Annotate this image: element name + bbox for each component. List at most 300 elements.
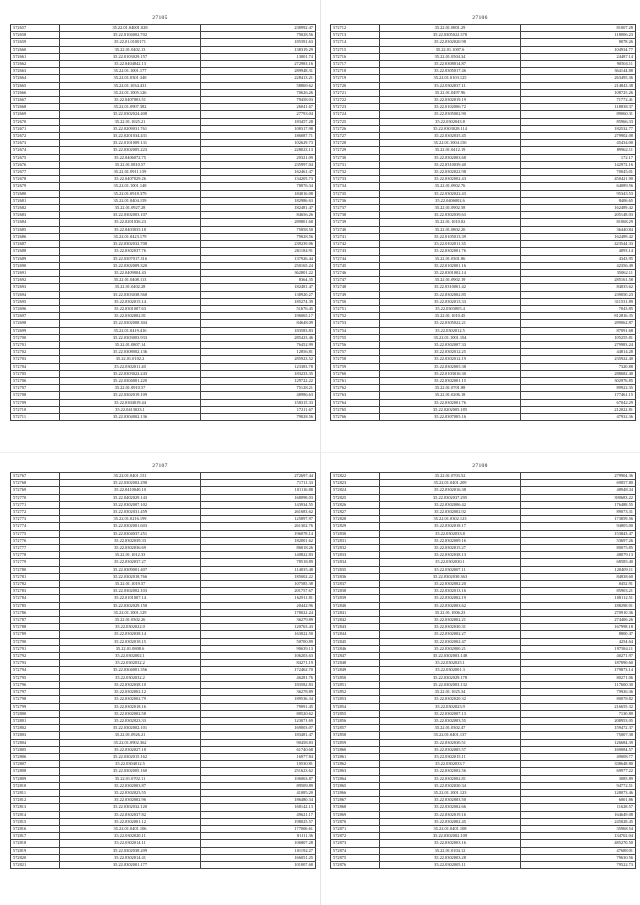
row-id-cell: 572665 xyxy=(11,82,60,89)
row-id-cell: 572729 xyxy=(331,147,380,154)
panel-title: 27108 xyxy=(472,463,488,469)
row-id-cell: 572667 xyxy=(11,97,60,104)
table-row xyxy=(11,761,316,768)
code-cell: 35.22.01.0408.113 xyxy=(60,277,201,284)
amount-cell: 45434.00 xyxy=(521,140,636,147)
code-cell: 35.22.0302002.43 xyxy=(380,176,521,183)
amount-cell: 47932.36 xyxy=(521,413,636,420)
row-id-cell: 572716 xyxy=(331,53,380,60)
row-id-cell: 572873 xyxy=(331,840,380,847)
code-cell: 35.22.0304012.5 xyxy=(60,761,201,768)
row-id-cell: 572860 xyxy=(331,746,380,753)
row-id-cell: 572875 xyxy=(331,854,380,861)
amount-cell: 36279.89 xyxy=(201,617,316,624)
table-row xyxy=(331,703,636,710)
row-id-cell: 572814 xyxy=(11,811,60,818)
table-row xyxy=(11,32,316,39)
amount-cell: 95343.53 xyxy=(521,190,636,197)
code-cell: 35.22.01.0807.14 xyxy=(60,341,201,348)
table-row xyxy=(11,861,316,868)
table-row xyxy=(11,241,316,248)
amount-cell: 134702.04 xyxy=(521,833,636,840)
table-row xyxy=(331,854,636,861)
row-id-cell: 572825 xyxy=(331,494,380,501)
table-row xyxy=(331,190,636,197)
code-cell: 35.22.0302003.55 xyxy=(380,717,521,724)
amount-cell: 53697.26 xyxy=(521,537,636,544)
code-cell: 35.22.0301007.63 xyxy=(60,305,201,312)
table-row xyxy=(331,595,636,602)
table-row xyxy=(331,39,636,46)
row-id-cell: 572805 xyxy=(11,746,60,753)
amount-cell: 185274.39 xyxy=(201,298,316,305)
code-cell: 35.22.0302001.76 xyxy=(380,399,521,406)
code-cell: 35.22.0302039.33 xyxy=(60,537,201,544)
row-id-cell: 572694 xyxy=(11,291,60,298)
row-id-cell: 572723 xyxy=(331,104,380,111)
table-row xyxy=(331,681,636,688)
amount-cell: 173859.56 xyxy=(521,516,636,523)
row-id-cell: 572733 xyxy=(331,176,380,183)
amount-cell: 81068.29 xyxy=(521,219,636,226)
code-cell: 35.22.0302002.298 xyxy=(60,480,201,487)
amount-cell: 104934.77 xyxy=(521,46,636,53)
table-row xyxy=(11,133,316,140)
code-cell: 35.22.0302015.162 xyxy=(60,753,201,760)
table-row xyxy=(11,53,316,60)
amount-cell: 11628.57 xyxy=(521,804,636,811)
table-row xyxy=(331,197,636,204)
amount-cell: 13001.74 xyxy=(201,53,316,60)
amount-cell: 279902.08 xyxy=(521,133,636,140)
table-row xyxy=(331,370,636,377)
code-cell: 35.22.0302029.178 xyxy=(380,674,521,681)
table-row xyxy=(331,413,636,420)
row-id-cell: 572756 xyxy=(331,341,380,348)
amount-cell: 205148.03 xyxy=(521,212,636,219)
table-row xyxy=(331,97,636,104)
code-cell: 35.22.0302035.45 xyxy=(380,133,521,140)
table-row xyxy=(331,118,636,125)
code-cell: 35.22.0104002.702 xyxy=(60,32,201,39)
row-id-cell: 572731 xyxy=(331,161,380,168)
table-row xyxy=(11,370,316,377)
code-cell: 35.22.0302002.81 xyxy=(380,775,521,782)
row-id-cell: 572685 xyxy=(11,226,60,233)
table-row xyxy=(11,523,316,530)
code-cell: 35.22.01.0497.96 xyxy=(380,89,521,96)
row-id-cell: 572705 xyxy=(11,370,60,377)
amount-cell: 137926.44 xyxy=(201,255,316,262)
amount-cell: 8078.26 xyxy=(521,39,636,46)
table-row xyxy=(331,291,636,298)
row-id-cell: 572834 xyxy=(331,559,380,566)
amount-cell: 84648.09 xyxy=(201,320,316,327)
amount-cell: 338648.80 xyxy=(521,761,636,768)
row-id-cell: 572689 xyxy=(11,255,60,262)
amount-cell: 187890.60 xyxy=(521,660,636,667)
row-id-cell: 572677 xyxy=(11,169,60,176)
row-id-cell: 572690 xyxy=(11,262,60,269)
table-row xyxy=(331,825,636,832)
table-row xyxy=(11,725,316,732)
code-cell: 35.22.01.0404.159 xyxy=(60,197,201,204)
amount-cell: 114035.48 xyxy=(201,566,316,573)
table-row xyxy=(331,602,636,609)
code-cell: 35.22.0302007.13 xyxy=(380,710,521,717)
row-id-cell: 572738 xyxy=(331,212,380,219)
code-cell: 35.22.0302011.40 xyxy=(60,363,201,370)
code-cell: 35.22.0302037.295 xyxy=(380,494,521,501)
amount-cell: 250165.24 xyxy=(201,262,316,269)
code-cell: 35.22.01.1012.33 xyxy=(60,552,201,559)
table-row xyxy=(331,176,636,183)
row-id-cell: 572826 xyxy=(331,501,380,508)
table-row xyxy=(11,667,316,674)
table-row xyxy=(331,789,636,796)
row-id-cell: 572680 xyxy=(11,190,60,197)
row-id-cell: 572703 xyxy=(11,356,60,363)
code-cell: 35.22.0302027.18 xyxy=(60,746,201,753)
amount-cell: 216655.32 xyxy=(521,703,636,710)
amount-cell: 364144.88 xyxy=(521,68,636,75)
code-cell: 35.22.01.1034.431 xyxy=(60,82,201,89)
table-row xyxy=(11,305,316,312)
table-row xyxy=(11,356,316,363)
amount-cell: 80520.62 xyxy=(201,710,316,717)
table-row xyxy=(331,631,636,638)
row-id-cell: 572763 xyxy=(331,392,380,399)
row-id-cell: 572832 xyxy=(331,545,380,552)
amount-cell: 48948.34 xyxy=(521,487,636,494)
amount-cell: 81007.28 xyxy=(521,25,636,32)
amount-cell: 89073.31 xyxy=(521,509,636,516)
amount-cell: 142972.16 xyxy=(521,161,636,168)
amount-cell: 311531.89 xyxy=(521,298,636,305)
table-row xyxy=(331,89,636,96)
table-row xyxy=(11,298,316,305)
table-row xyxy=(331,111,636,118)
amount-cell: 76452.99 xyxy=(201,341,316,348)
code-cell: 35.22.0201036.23 xyxy=(60,219,201,226)
amount-cell: 189536.34 xyxy=(201,696,316,703)
table-row xyxy=(11,782,316,789)
table-row xyxy=(11,833,316,840)
amount-cell: 485270.50 xyxy=(521,840,636,847)
row-id-cell: 572676 xyxy=(11,161,60,168)
amount-cell: 158315.33 xyxy=(201,399,316,406)
table-row xyxy=(11,847,316,854)
table-row xyxy=(331,205,636,212)
table-row xyxy=(331,710,636,717)
amount-cell: 85903.21 xyxy=(521,588,636,595)
amount-cell: 8406.65 xyxy=(521,197,636,204)
amount-cell: 108725.26 xyxy=(521,89,636,96)
row-id-cell: 572808 xyxy=(11,768,60,775)
row-id-cell: 572772 xyxy=(11,509,60,516)
amount-cell: 285161.58 xyxy=(521,277,636,284)
code-cell: 35.22.0302023.55 xyxy=(60,789,201,796)
amount-cell: 279904.36 xyxy=(521,473,636,480)
code-cell: 35.22.0302007.102 xyxy=(60,501,201,508)
table-row xyxy=(331,487,636,494)
code-cell: 35.22.0310039.40 xyxy=(380,161,521,168)
table-row xyxy=(11,480,316,487)
code-cell: 35.22.0302039.63 xyxy=(380,212,521,219)
code-cell: 35.22.0302003.87 xyxy=(60,782,201,789)
row-id-cell: 572759 xyxy=(331,363,380,370)
table-row xyxy=(331,241,636,248)
row-id-cell: 572722 xyxy=(331,97,380,104)
amount-cell: 302976.85 xyxy=(521,377,636,384)
table-row xyxy=(11,703,316,710)
row-id-cell: 572836 xyxy=(331,573,380,580)
amount-cell: 235922.40 xyxy=(521,356,636,363)
row-id-cell: 572813 xyxy=(11,804,60,811)
code-cell: 35.22.01.0401.137 xyxy=(380,732,521,739)
panel-title: 27106 xyxy=(472,15,488,21)
amount-cell: 182481.47 xyxy=(201,205,316,212)
row-id-cell: 572674 xyxy=(11,147,60,154)
code-cell: 35.22.01.1001.148 xyxy=(60,183,201,190)
code-cell: 35.22.01.0401.209 xyxy=(380,480,521,487)
code-cell: 35.22.01.1001.129 xyxy=(60,609,201,616)
amount-cell: 84271.19 xyxy=(201,660,316,667)
code-cell: 35.22.01.1025.34 xyxy=(380,689,521,696)
code-cell: 35.22.0302002.1 xyxy=(60,653,201,660)
amount-cell: 188298.01 xyxy=(521,602,636,609)
row-id-cell: 572711 xyxy=(11,413,60,420)
amount-cell: 89922.35 xyxy=(521,385,636,392)
code-cell: 35.22.01.0401.151 xyxy=(60,473,201,480)
row-id-cell: 572764 xyxy=(331,399,380,406)
code-cell: 35.22.0302002.20 xyxy=(380,581,521,588)
code-cell: 35.22.0302002.79 xyxy=(60,696,201,703)
amount-cell: 79458.03 xyxy=(201,97,316,104)
table-row xyxy=(11,804,316,811)
code-cell: 35.22.0304019.44 xyxy=(60,399,201,406)
amount-cell: 138319.29 xyxy=(201,46,316,53)
row-id-cell: 572745 xyxy=(331,262,380,269)
table-row xyxy=(331,509,636,516)
table-row xyxy=(331,161,636,168)
row-id-cell: 572865 xyxy=(331,782,380,789)
row-id-cell: 572835 xyxy=(331,566,380,573)
table-panel-27106 xyxy=(330,14,633,421)
row-id-cell: 572693 xyxy=(11,284,60,291)
amount-cell: 183457.28 xyxy=(201,118,316,125)
amount-cell: 71772.41 xyxy=(521,97,636,104)
code-cell: 35.22.01.1010.45 xyxy=(380,313,521,320)
table-row xyxy=(331,537,636,544)
row-id-cell: 572762 xyxy=(331,385,380,392)
table-row xyxy=(11,39,316,46)
row-id-cell: 572837 xyxy=(331,581,380,588)
row-id-cell: 572824 xyxy=(331,487,380,494)
table-row xyxy=(331,219,636,226)
table-row xyxy=(331,212,636,219)
table-row xyxy=(331,82,636,89)
code-cell: 35.22.0302002.101 xyxy=(60,725,201,732)
table-row xyxy=(331,226,636,233)
row-id-cell: 572817 xyxy=(11,833,60,840)
table-row xyxy=(11,104,316,111)
code-cell: 35.22.0302037.11 xyxy=(380,82,521,89)
code-cell: 35.22.01.0401.108 xyxy=(380,825,521,832)
amount-cell: 120409.11 xyxy=(521,566,636,573)
amount-cell: 89060.31 xyxy=(521,111,636,118)
code-cell: 35.22.01.0927.28 xyxy=(60,205,201,212)
table-row xyxy=(331,645,636,652)
row-id-cell: 572870 xyxy=(331,818,380,825)
row-id-cell: 572807 xyxy=(11,761,60,768)
row-id-cell: 572803 xyxy=(11,732,60,739)
code-cell: 35.22.01.04001.028 xyxy=(60,25,201,32)
row-id-cell: 572749 xyxy=(331,291,380,298)
code-cell: 35.22.01.1001.104 xyxy=(380,334,521,341)
amount-cell: 27793.04 xyxy=(201,111,316,118)
amount-cell: 197584.11 xyxy=(521,645,636,652)
code-cell: 35.22.0302002.47 xyxy=(380,638,521,645)
row-id-cell: 572782 xyxy=(11,581,60,588)
code-cell: 35.22.0201034.431 xyxy=(60,133,201,140)
code-cell: 35.22.0302033.8 xyxy=(380,530,521,537)
code-cell: 35.22.0302012.5 xyxy=(380,327,521,334)
table-row xyxy=(11,552,316,559)
row-id-cell: 572691 xyxy=(11,269,60,276)
row-id-cell: 572668 xyxy=(11,104,60,111)
code-cell: 35.22.0302001.3 xyxy=(380,667,521,674)
table-row xyxy=(331,406,636,413)
table-row xyxy=(331,768,636,775)
table-row xyxy=(331,25,636,32)
amount-cell: 166051.25 xyxy=(201,854,316,861)
code-cell: 35.22.0302003.107 xyxy=(60,212,201,219)
row-id-cell: 572822 xyxy=(331,473,380,480)
code-cell: 35.22.0310001.42 xyxy=(380,284,521,291)
row-id-cell: 572809 xyxy=(11,775,60,782)
code-cell: 35.22.0305022.378 xyxy=(380,32,521,39)
table-row xyxy=(331,125,636,132)
amount-cell: 245028.45 xyxy=(521,818,636,825)
row-id-cell: 572736 xyxy=(331,197,380,204)
amount-cell: 101007.68 xyxy=(201,861,316,868)
table-row xyxy=(331,147,636,154)
code-cell: 35.22.01.0206.18 xyxy=(380,392,521,399)
amount-cell: 126684.39 xyxy=(521,739,636,746)
row-id-cell: 572872 xyxy=(331,833,380,840)
amount-cell: 86818.26 xyxy=(201,545,316,552)
amount-cell: 90639.13 xyxy=(201,645,316,652)
table-row xyxy=(11,617,316,624)
amount-cell: 183481.47 xyxy=(201,732,316,739)
amount-cell: 26041.67 xyxy=(201,104,316,111)
table-row xyxy=(11,473,316,480)
table-row xyxy=(331,667,636,674)
amount-cell: 118838.37 xyxy=(521,104,636,111)
table-row xyxy=(11,291,316,298)
amount-cell: 163022.50 xyxy=(201,631,316,638)
table-row xyxy=(331,480,636,487)
table-row xyxy=(11,501,316,508)
table-row xyxy=(331,739,636,746)
table-row xyxy=(331,545,636,552)
code-cell: 35.22.0302002.56 xyxy=(380,768,521,775)
code-cell: 35.22.0302019.16 xyxy=(380,811,521,818)
row-id-cell: 572734 xyxy=(331,183,380,190)
code-cell: 35.22.01.0802.20 xyxy=(380,226,521,233)
table-row xyxy=(11,840,316,847)
table-row xyxy=(11,818,316,825)
amount-cell: 261302.76 xyxy=(201,523,316,530)
code-cell: 35.22.0302032.120 xyxy=(60,804,201,811)
code-cell: 35.22.0209031.761 xyxy=(60,125,201,132)
row-id-cell: 572704 xyxy=(11,363,60,370)
table-row xyxy=(331,255,636,262)
code-cell: 35.22.0302002.58 xyxy=(60,710,201,717)
row-id-cell: 572675 xyxy=(11,154,60,161)
amount-cell: 48079.13 xyxy=(521,552,636,559)
amount-cell: 289801.68 xyxy=(201,219,316,226)
row-id-cell: 572831 xyxy=(331,537,380,544)
amount-cell: 182986.63 xyxy=(201,197,316,204)
table-row xyxy=(11,595,316,602)
amount-cell: 169003.07 xyxy=(201,725,316,732)
table-row xyxy=(11,609,316,616)
row-id-cell: 572712 xyxy=(331,25,380,32)
table-row xyxy=(331,494,636,501)
code-cell: 35.22.0302007.33 xyxy=(380,341,521,348)
amount-cell: 8800.47 xyxy=(521,631,636,638)
row-id-cell: 572850 xyxy=(331,674,380,681)
amount-cell: 134205.73 xyxy=(201,176,316,183)
table-row xyxy=(331,818,636,825)
amount-cell: 8452.91 xyxy=(521,581,636,588)
row-id-cell: 572735 xyxy=(331,190,380,197)
table-row xyxy=(331,385,636,392)
table-row xyxy=(11,125,316,132)
code-cell: 35.22.0101007.14 xyxy=(60,595,201,602)
code-cell: 35.22.0302003.28 xyxy=(380,854,521,861)
row-id-cell: 572713 xyxy=(331,32,380,39)
row-id-cell: 572720 xyxy=(331,82,380,89)
row-id-cell: 572683 xyxy=(11,212,60,219)
amount-cell: 182532.77 xyxy=(521,125,636,132)
amount-cell: 107585.38 xyxy=(201,581,316,588)
row-id-cell: 572829 xyxy=(331,523,380,530)
row-id-cell: 572751 xyxy=(331,305,380,312)
table-row xyxy=(331,638,636,645)
code-cell: 35.22.0302022.0 xyxy=(60,624,201,631)
amount-cell: 58869.62 xyxy=(201,82,316,89)
table-row xyxy=(331,609,636,616)
row-id-cell: 572794 xyxy=(11,667,60,674)
table-row xyxy=(11,363,316,370)
code-cell: 35.22.0302001.76 xyxy=(380,248,521,255)
code-cell: 35.22.0302001.12 xyxy=(60,818,201,825)
amount-cell: 48986.63 xyxy=(201,392,316,399)
table-row xyxy=(331,248,636,255)
table-row xyxy=(331,473,636,480)
amount-cell: 106063.87 xyxy=(201,775,316,782)
code-cell: 35.22.0302015.14 xyxy=(60,298,201,305)
row-id-cell: 572732 xyxy=(331,169,380,176)
table-row xyxy=(331,154,636,161)
row-id-cell: 572708 xyxy=(11,392,60,399)
code-cell: 35.22.01.0302.123 xyxy=(380,516,521,523)
amount-cell: 423544.33 xyxy=(521,241,636,248)
row-id-cell: 572833 xyxy=(331,552,380,559)
